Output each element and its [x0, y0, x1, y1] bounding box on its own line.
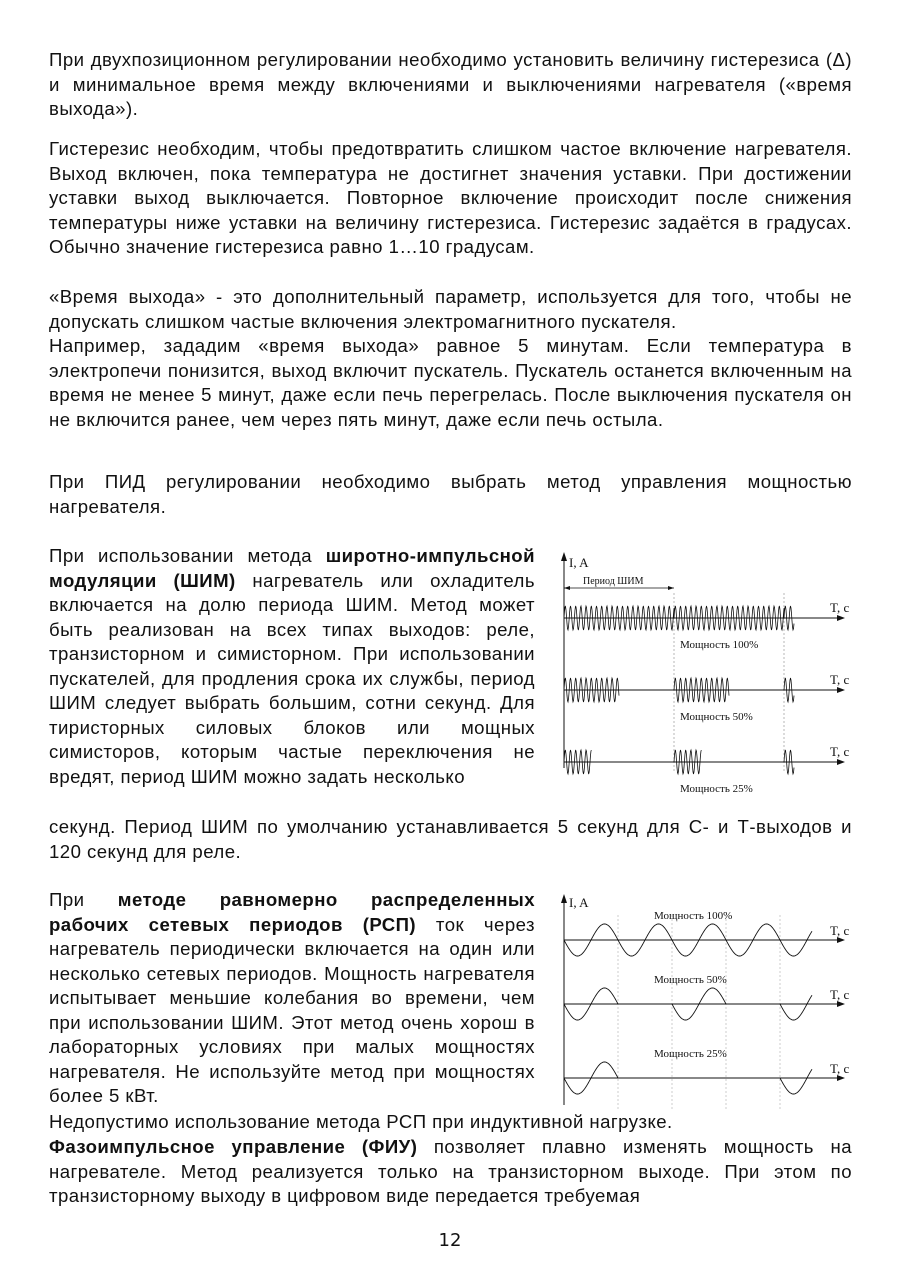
pwm-term: широтно-импульсной модуляции (ШИМ) — [49, 545, 535, 591]
paragraph-rsp — [49, 888, 535, 1109]
rsp-y-axis-label: I, A — [569, 895, 589, 910]
fiu-term: Фазоимпульсное управление (ФИУ) — [49, 1136, 418, 1157]
rsp-text: ток через нагреватель периодически включается на один или несколько сетевых периодов. Мощность нагревателя испытывает меньшие колебания во времени, чем при использовании ШИМ. Этот метод очень хорош в лабораторных условиях при малых мощностях нагревателя. Не используйте метод при мощностях более 5 кВт. — [49, 913, 535, 1106]
page-number: 12 — [438, 1230, 462, 1251]
rsp-text-pre: При — [49, 889, 118, 910]
pwm-rows — [564, 600, 849, 795]
pwm-period-arrow-left — [564, 586, 570, 590]
pwm-diagram — [552, 548, 857, 803]
rsp-power-label: Мощность 100% — [654, 910, 733, 922]
pwm-time-axis-arrow — [837, 687, 845, 693]
paragraph-output-time-example: Например, зададим «время выхода» равное 5 минутам. Если температура в электропечи понизится, выход включит пускатель. Пускатель останется включенным на время не менее 5 минут, даже если печь перегрелась. После выключения пускателя он не включится ранее, чем через пять минут, даже если печь остыла. — [49, 335, 852, 430]
pwm-text-pre: При использовании метода — [49, 545, 326, 566]
rsp-term: методе равномерно распределенных рабочих сетевых периодов (РСП) — [49, 889, 535, 935]
paragraph-pid-intro: При ПИД регулировании необходимо выбрать метод управления мощностью нагревателя. — [49, 471, 852, 517]
rsp-power-label: Мощность 25% — [654, 1048, 727, 1060]
pwm-power-label: Мощность 25% — [680, 783, 753, 795]
pwm-time-axis-label: T, c — [830, 672, 850, 687]
paragraph-hysteresis-intro: При двухпозиционном регулировании необходимо установить величину гистерезиса (Δ) и минимальное время между включениями и выключениями нагревателя («время выхода»). — [49, 49, 852, 119]
rsp-rows — [564, 910, 849, 1094]
paragraph-fiu — [49, 1135, 852, 1209]
rsp-time-axis-label: T, c — [830, 923, 850, 938]
rsp-diagram — [552, 890, 857, 1115]
paragraph-hysteresis-explained: Гистерезис необходим, чтобы предотвратить слишком частое включение нагревателя. Выход включен, пока температура не достигнет значения уставки. При достижении уставки выход выключается. Повторное включение происходит после снижения температуры ниже уставки на величину гистерезиса. Гистерезис задаётся в градусах. Обычно значение гистерезиса равно 1…10 градусам. — [49, 138, 852, 257]
pwm-period-arrow-right — [668, 586, 674, 590]
pwm-period-label: Период ШИМ — [583, 576, 644, 587]
fiu-text: позволяет плавно изменять мощность на нагревателе. Метод реализуется только на транзисторном выходе. При этом по транзисторному выходу в цифровом виде передается требуемая — [49, 1136, 852, 1206]
rsp-y-axis-arrow — [561, 894, 567, 903]
pwm-y-axis-arrow — [561, 552, 567, 561]
rsp-time-axis-label: T, c — [830, 987, 850, 1002]
pwm-time-axis-arrow — [837, 615, 845, 621]
pwm-power-label: Мощность 100% — [680, 639, 759, 651]
pwm-time-axis-label: T, c — [830, 744, 850, 759]
pwm-power-label: Мощность 50% — [680, 711, 753, 723]
paragraph-pwm — [49, 544, 535, 789]
paragraph-rsp-tail: Недопустимо использование метода РСП при индуктивной нагрузке. — [49, 1111, 673, 1132]
rsp-time-axis-label: T, c — [830, 1061, 850, 1076]
paragraph-pwm-tail: секунд. Период ШИМ по умолчанию устанавливается 5 секунд для С- и Т-выходов и 120 секунд для реле. — [49, 816, 852, 862]
pwm-y-axis-label: I, A — [569, 555, 589, 570]
pwm-time-axis-arrow — [837, 759, 845, 765]
paragraph-output-time: «Время выхода» - это дополнительный параметр, используется для того, чтобы не допускать слишком частые включения электромагнитного пускателя. — [49, 286, 852, 332]
pwm-time-axis-label: T, c — [830, 600, 850, 615]
pwm-text: нагреватель или охладитель включается на долю периода ШИМ. Метод может быть реализован на всех типах выходов: реле, транзисторном и симисторном. При использовании пускателей, для продления срока их службы, период ШИМ следует выбрать большим, сотни секунд. Для тиристорных силовых блоков или мощных симисторов, которым частые переключения не вредят, период ШИМ можно задать несколько — [49, 569, 535, 787]
rsp-power-label: Мощность 50% — [654, 974, 727, 986]
